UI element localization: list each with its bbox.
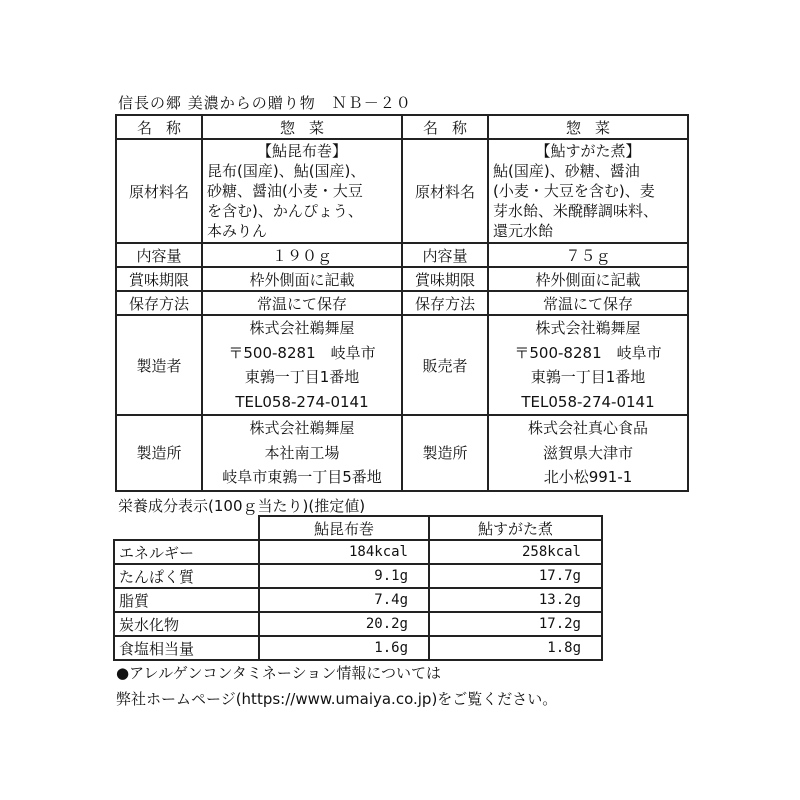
ingredient-line: (小麦・大豆を含む)、麦 [493,182,655,200]
ingredient-line: 芽水飴、米醗酵調味料、 [493,202,659,220]
nutrition-header-row [114,516,602,540]
nutrition-col-1: 鮎昆布巻 [259,516,429,540]
maker-label: 製造者 [116,315,202,415]
table-row [114,588,602,612]
nutrient-value-a: 9.1g [259,564,429,588]
name-label-right: 名称 [402,115,488,139]
nutrient-value-a: 20.2g [259,612,429,636]
factory-line: 北小松991-1 [543,468,633,486]
seller-line: TEL058-274-0141 [521,392,655,411]
nutrition-corner [114,516,259,540]
nutrient-label: たんぱく質 [114,564,259,588]
seller-line: 〒500-8281 岐阜市 [514,343,662,362]
seller-info [488,315,688,415]
maker-line: TEL058-274-0141 [235,392,369,411]
maker-line: 株式会社鵜舞屋 [249,319,355,337]
nutrient-label: 炭水化物 [114,612,259,636]
product-name-left: 【鮎昆布巻】 [256,142,347,160]
factory-info-left [202,415,402,491]
ingredient-line: 還元水飴 [493,222,554,240]
ingredients-label-right: 原材料名 [402,139,488,243]
header-row [116,115,688,139]
nutrient-value-b: 17.7g [429,564,602,588]
product-label-right: 惣菜 [488,115,688,139]
table-row [114,612,602,636]
ingredient-line: 鮎(国産)、砂糖、醤油 [493,162,640,180]
best-before-row [116,267,688,291]
best-before-label-left: 賞味期限 [116,267,202,291]
factory-line: 本社南工場 [264,443,340,462]
table-row [114,636,602,660]
maker-line: 〒500-8281 岐阜市 [228,343,376,362]
best-before-right: 枠外側面に記載 [488,267,688,291]
ingredient-line: 昆布(国産)、鮎(国産)、 [207,162,366,180]
nutrient-value-b: 258kcal [429,540,602,564]
nutrition-title: 栄養成分表示(100ｇ当たり)(推定値) [118,497,366,515]
ingredient-line: 本みりん [207,222,268,240]
nutrient-value-b: 17.2g [429,612,602,636]
storage-row [116,291,688,315]
factory-label-right: 製造所 [402,415,488,491]
seller-line: 東鶉一丁目1番地 [530,368,646,386]
factory-line: 株式会社鵜舞屋 [249,419,355,437]
best-before-left: 枠外側面に記載 [202,267,402,291]
factory-line: 滋賀県大津市 [542,443,633,462]
seller-label: 販売者 [402,315,488,415]
storage-right: 常温にて保存 [488,291,688,315]
nutrient-value-b: 1.8g [429,636,602,660]
factory-info-right [488,415,688,491]
nutrient-label: 食塩相当量 [114,636,259,660]
nutrient-value-a: 7.4g [259,588,429,612]
storage-label-right: 保存方法 [402,291,488,315]
nutrient-label: 脂質 [114,588,259,612]
nutrient-value-a: 1.6g [259,636,429,660]
volume-label-right: 内容量 [402,243,488,267]
storage-left: 常温にて保存 [202,291,402,315]
nutrition-col-2: 鮎すがた煮 [429,516,602,540]
product-label-left: 惣菜 [202,115,402,139]
page-title: 信長の郷 美濃からの贈り物 ＮＢ－２０ [118,94,412,112]
ingredients-row [116,139,688,243]
volume-left: １９０ｇ [202,243,402,267]
best-before-label-right: 賞味期限 [402,267,488,291]
ingredients-left [202,139,402,243]
ingredient-line: 砂糖、醤油(小麦・大豆 [207,182,363,200]
nutrient-value-a: 184kcal [259,540,429,564]
ingredients-label-left: 原材料名 [116,139,202,243]
factory-label-left: 製造所 [116,415,202,491]
seller-line: 株式会社鵜舞屋 [535,319,641,337]
factory-line: 岐阜市東鶉一丁目5番地 [222,468,382,486]
nutrient-value-b: 13.2g [429,588,602,612]
maker-line: 東鶉一丁目1番地 [244,368,360,386]
maker-row [116,315,688,415]
factory-row [116,415,688,491]
table-row [114,540,602,564]
product-name-right: 【鮎すがた煮】 [535,142,641,160]
maker-info [202,315,402,415]
volume-label-left: 内容量 [116,243,202,267]
allergen-note: ●アレルゲンコンタミネーション情報については [116,664,442,682]
name-label-left: 名称 [116,115,202,139]
volume-right: ７５ｇ [488,243,688,267]
homepage-note: 弊社ホームページ(https://www.umaiya.co.jp)をご覧ください。 [116,690,558,708]
volume-row [116,243,688,267]
table-row [114,564,602,588]
product-info-table [115,114,689,492]
factory-line: 株式会社真心食品 [527,419,648,437]
storage-label-left: 保存方法 [116,291,202,315]
nutrition-table [113,515,603,661]
ingredient-line: を含む)、かんぴょう、 [207,202,363,220]
nutrient-label: エネルギー [114,540,259,564]
ingredients-right [488,139,688,243]
